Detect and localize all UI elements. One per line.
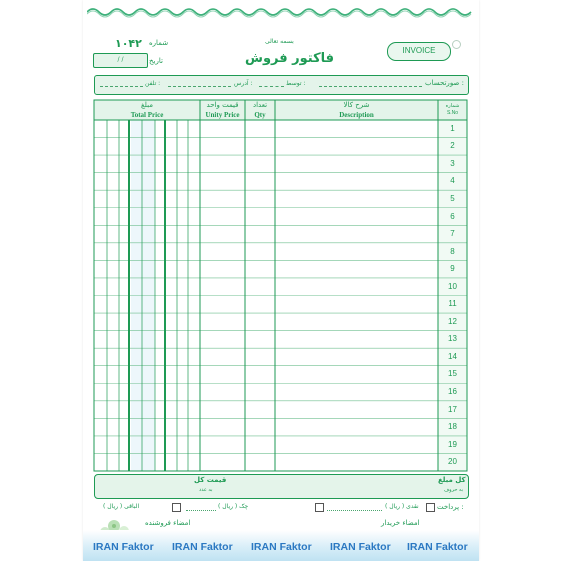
seller-signature-label: امضاء فروشنده <box>145 519 191 527</box>
row-number: 6 <box>450 211 455 221</box>
col-desc-en: Description <box>339 111 374 119</box>
invoice-sheet <box>83 0 479 561</box>
by-label: توسط : <box>286 80 306 87</box>
number-label: شماره <box>149 39 169 47</box>
cash-amount-field[interactable] <box>327 510 382 511</box>
phone-label: تلفن : <box>145 80 161 87</box>
account-label: صورتحساب : <box>425 79 464 87</box>
row-number: 12 <box>448 316 457 326</box>
row-number: 20 <box>448 457 457 467</box>
row-number: 19 <box>448 439 457 449</box>
row-number: 17 <box>448 404 457 414</box>
basmala: بسمه تعالی <box>265 38 294 45</box>
row-number: 10 <box>448 281 457 291</box>
row-number: 2 <box>450 141 455 151</box>
footer-brand-3: IRAN Faktor <box>251 541 312 553</box>
total-sum-label: کل مبلغ <box>438 476 466 484</box>
footer-brand-1: IRAN Faktor <box>93 541 154 553</box>
page-title: فاکتور فروش <box>245 51 335 66</box>
footer-brand-5: IRAN Faktor <box>407 541 468 553</box>
row-number: 16 <box>448 387 457 397</box>
row-number: 14 <box>448 351 457 361</box>
in-digits-label: به عدد <box>199 487 213 493</box>
row-number: 5 <box>450 193 455 203</box>
row-number: 7 <box>450 229 455 239</box>
remaining-checkbox[interactable] <box>172 503 181 512</box>
in-words-label: به حروف <box>444 487 464 493</box>
cash-checkbox[interactable] <box>426 503 435 512</box>
invoice-number: ۱۰۴۲ <box>115 37 142 50</box>
cheque-checkbox[interactable] <box>315 503 324 512</box>
remaining-label: ( ریال ) الباقی <box>103 503 140 510</box>
cash-label: ( ریال ) نقدی <box>385 503 419 510</box>
col-row-en: S.No <box>446 110 459 116</box>
date-label: تاریخ <box>149 57 163 65</box>
grand-total-label: قیمت کل <box>194 476 227 484</box>
col-unit-en: Unity Price <box>205 111 240 119</box>
cheque-label: ( ریال ) چک <box>218 503 249 510</box>
payment-label: پرداخت : <box>437 503 464 511</box>
address-label: آدرس : <box>234 80 253 87</box>
footer-brand-2: IRAN Faktor <box>172 541 233 553</box>
row-number: 1 <box>450 123 455 133</box>
totals-band <box>94 474 469 499</box>
row-number: 11 <box>448 299 457 309</box>
row-number: 18 <box>448 422 457 432</box>
row-number: 3 <box>450 158 455 168</box>
row-number: 9 <box>450 264 455 274</box>
buyer-signature-label: امضاء خریدار <box>381 519 420 527</box>
col-row-fa: شماره <box>445 103 460 109</box>
col-qty-en: Qty <box>254 111 266 119</box>
row-number: 13 <box>448 334 457 344</box>
footer-brand-4: IRAN Faktor <box>330 541 391 553</box>
col-desc-fa: شرح کالا <box>343 101 370 109</box>
col-qty-fa: تعداد <box>252 101 268 109</box>
row-number: 4 <box>450 176 455 186</box>
date-separators: / / <box>117 56 124 63</box>
cheque-amount-field[interactable] <box>186 510 216 511</box>
invoice-badge-label: INVOICE <box>402 46 436 55</box>
row-number: 8 <box>450 246 455 256</box>
row-number: 15 <box>448 369 457 379</box>
col-unit-fa: قیمت واحد <box>206 101 239 109</box>
col-total-fa: مبلغ <box>141 101 153 109</box>
col-total-en: Total Price <box>130 111 164 119</box>
